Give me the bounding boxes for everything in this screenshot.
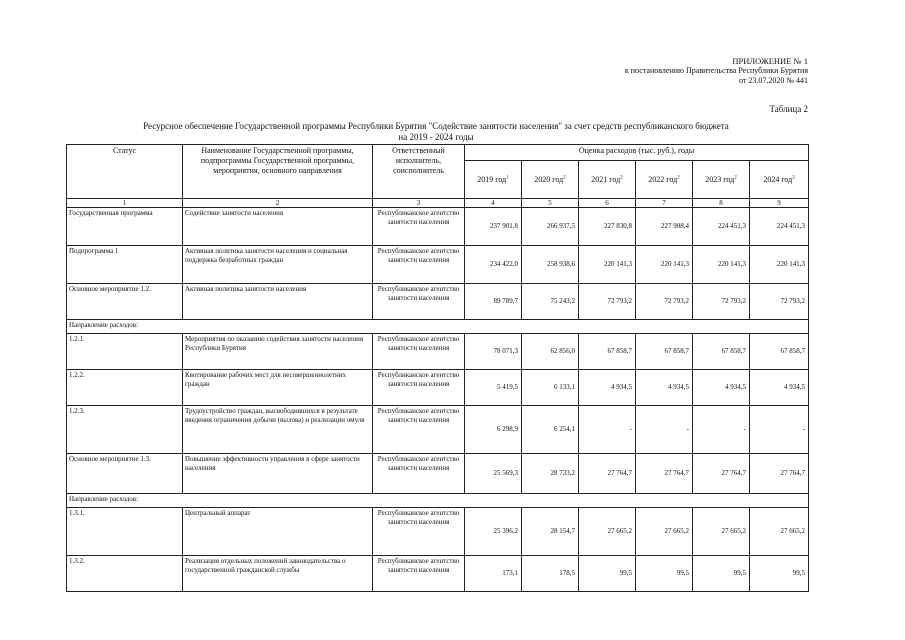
name-cell: Повышение эффективности управления в сфере занятости населения [183,454,373,494]
responsible-cell: Республиканское агентство занятости населения [373,370,465,406]
value-cell: 99,5 [750,556,809,592]
value-cell: 220 141,3 [750,246,809,284]
table-row [67,208,809,246]
name-cell: Трудоустройство граждан, высвободившихся в результате введения ограничения добычи (вылова) и реализации омуля [183,406,373,454]
column-number: 4 [465,199,522,208]
document-title-line1: Ресурсное обеспечение Государственной программы Республики Бурятия "Содействие занятости населения" за счет средств республиканского бюджета [143,121,729,131]
column-number: 6 [579,199,636,208]
value-cell: 67 858,7 [579,334,636,370]
header-year: 2023 год$^2$ [693,161,750,199]
column-number: 3 [373,199,465,208]
direction-label: Направление расходов: [67,494,809,508]
direction-row [67,494,809,508]
value-cell: 72 793,2 [693,284,750,320]
status-cell: Подпрограмма 1 [67,246,183,284]
value-cell: 99,5 [579,556,636,592]
value-cell: 227 908,4 [636,208,693,246]
value-cell: 178,5 [522,556,579,592]
table-row [67,246,809,284]
direction-row [67,320,809,334]
value-cell: 25 396,2 [465,508,522,556]
responsible-cell: Республиканское агентство занятости населения [373,556,465,592]
value-cell: 27 665,2 [579,508,636,556]
value-cell: 67 858,7 [636,334,693,370]
name-cell: Содействие занятости населения [183,208,373,246]
value-cell: 220 141,3 [579,246,636,284]
table-row [67,556,809,592]
value-cell: 27 764,7 [750,454,809,494]
value-cell: 27 665,2 [636,508,693,556]
column-number: 5 [522,199,579,208]
name-cell: Активная политика занятости населения и социальная поддержка безработных граждан [183,246,373,284]
header-year: 2021 год$^2$ [579,161,636,199]
resource-table [66,144,809,592]
value-cell: 227 830,8 [579,208,636,246]
value-cell: 27 665,2 [693,508,750,556]
status-cell: Основное мероприятие 1.2. [67,284,183,320]
status-cell: Основное мероприятие 1.3. [67,454,183,494]
header-year: 2024 год$^2$ [750,161,809,199]
status-cell: 1.2.3. [67,406,183,454]
appendix-line-decree: к постановлению Правительства Республики Бурятия [624,66,808,75]
table-row [67,370,809,406]
value-cell: 224 451,3 [693,208,750,246]
status-cell: 1.3.2. [67,556,183,592]
header-year: 2022 год$^2$ [636,161,693,199]
table-row [67,406,809,454]
responsible-cell: Республиканское агентство занятости населения [373,246,465,284]
header-name: Наименование Государственной программы, подпрограммы Государственной программы, мероприятия, основного направления [183,145,373,199]
table-row [67,284,809,320]
responsible-cell: Республиканское агентство занятости населения [373,406,465,454]
value-cell: 72 793,2 [750,284,809,320]
value-cell: 28 733,2 [522,454,579,494]
value-cell: 89 789,7 [465,284,522,320]
value-cell: 78 071,3 [465,334,522,370]
appendix-title: ПРИЛОЖЕНИЕ № 1 [732,56,808,66]
value-cell: 220 141,3 [636,246,693,284]
value-cell: - [693,406,750,454]
value-cell: 220 141,3 [693,246,750,284]
value-cell: 27 665,2 [750,508,809,556]
value-cell: 62 856,0 [522,334,579,370]
direction-label: Направление расходов: [67,320,809,334]
responsible-cell: Республиканское агентство занятости населения [373,454,465,494]
value-cell: 25 569,3 [465,454,522,494]
header-estimate: Оценка расходов (тыс. руб.), годы [465,145,809,161]
value-cell: - [636,406,693,454]
appendix-block [625,56,808,86]
header-status: Статус [67,145,183,199]
responsible-cell: Республиканское агентство занятости населения [373,508,465,556]
value-cell: 4 934,5 [750,370,809,406]
value-cell: 4 934,5 [693,370,750,406]
value-cell: 4 934,5 [636,370,693,406]
value-cell: 224 451,3 [750,208,809,246]
value-cell: 67 858,7 [693,334,750,370]
responsible-cell: Республиканское агентство занятости населения [373,334,465,370]
value-cell: 266 937,5 [522,208,579,246]
name-cell: Квотирование рабочих мест для несовершеннолетних граждан [183,370,373,406]
table-row [67,508,809,556]
table-label: Таблица 2 [769,104,808,114]
value-cell: 234 422,0 [465,246,522,284]
name-cell: Реализация отдельных положений законодательства о государственной гражданской службы [183,556,373,592]
column-number: 1 [67,199,183,208]
column-number: 9 [750,199,809,208]
column-number: 7 [636,199,693,208]
value-cell: - [750,406,809,454]
value-cell: 6 133,1 [522,370,579,406]
responsible-cell: Республиканское агентство занятости населения [373,208,465,246]
table-row [67,334,809,370]
value-cell: 67 858,7 [750,334,809,370]
value-cell: 173,1 [465,556,522,592]
name-cell: Мероприятия по оказанию содействия занятости населения Республики Бурятия [183,334,373,370]
name-cell: Центральный аппарат [183,508,373,556]
value-cell: 75 243,2 [522,284,579,320]
value-cell: 27 764,7 [693,454,750,494]
value-cell: 72 793,2 [636,284,693,320]
appendix-line-date: от 23.07.2020 № 441 [738,76,808,85]
value-cell: 6 298,9 [465,406,522,454]
header-year: 2019 год$^1$ [465,161,522,199]
value-cell: 4 934,5 [579,370,636,406]
status-cell: 1.2.1. [67,334,183,370]
status-cell: 1.3.1. [67,508,183,556]
column-number: 8 [693,199,750,208]
value-cell: 5 419,5 [465,370,522,406]
status-cell: 1.2.2. [67,370,183,406]
value-cell: 72 793,2 [579,284,636,320]
value-cell: - [579,406,636,454]
value-cell: 27 764,7 [579,454,636,494]
header-responsible: Ответственный исполнитель, соисполнитель [373,145,465,199]
column-number: 2 [183,199,373,208]
status-cell: Государственная программа [67,208,183,246]
document-title [66,121,806,143]
value-cell: 99,5 [636,556,693,592]
value-cell: 27 764,7 [636,454,693,494]
responsible-cell: Республиканское агентство занятости населения [373,284,465,320]
table-row [67,454,809,494]
value-cell: 99,5 [693,556,750,592]
value-cell: 258 938,6 [522,246,579,284]
document-title-line2: на 2019 - 2024 годы [398,132,474,142]
header-year: 2020 год$^2$ [522,161,579,199]
column-number-row [67,199,809,208]
name-cell: Активная политика занятости населения [183,284,373,320]
value-cell: 28 154,7 [522,508,579,556]
value-cell: 237 901,8 [465,208,522,246]
value-cell: 6 254,1 [522,406,579,454]
